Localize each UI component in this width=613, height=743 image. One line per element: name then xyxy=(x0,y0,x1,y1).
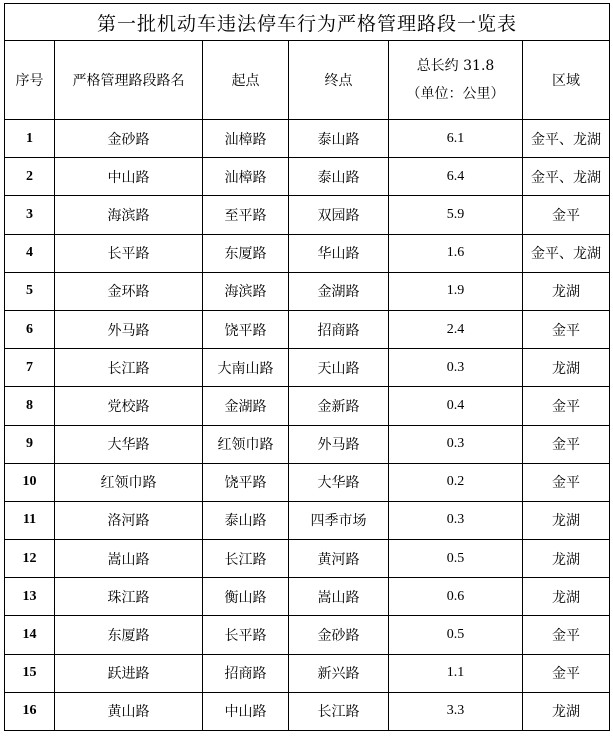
table-row xyxy=(5,272,610,310)
cell-start: 长江路 xyxy=(203,540,289,578)
cell-seq: 8 xyxy=(5,387,55,425)
cell-area: 龙湖 xyxy=(523,578,610,616)
cell-end: 金新路 xyxy=(289,387,389,425)
cell-end: 黄河路 xyxy=(289,540,389,578)
cell-end: 嵩山路 xyxy=(289,578,389,616)
table-row xyxy=(5,158,610,196)
cell-seq: 11 xyxy=(5,501,55,539)
cell-area: 金平 xyxy=(523,196,610,234)
cell-length: 1.9 xyxy=(389,272,523,310)
cell-start: 泰山路 xyxy=(203,501,289,539)
cell-road: 外马路 xyxy=(55,310,203,348)
cell-road: 洛河路 xyxy=(55,501,203,539)
cell-length: 0.6 xyxy=(389,578,523,616)
cell-start: 海滨路 xyxy=(203,272,289,310)
cell-seq: 14 xyxy=(5,616,55,654)
cell-start: 红领巾路 xyxy=(203,425,289,463)
header-area: 区域 xyxy=(523,41,610,120)
table-row xyxy=(5,310,610,348)
cell-length: 2.4 xyxy=(389,310,523,348)
header-end: 终点 xyxy=(289,41,389,120)
cell-length: 0.3 xyxy=(389,501,523,539)
cell-area: 金平 xyxy=(523,425,610,463)
header-start: 起点 xyxy=(203,41,289,120)
cell-seq: 1 xyxy=(5,120,55,158)
cell-length: 0.3 xyxy=(389,349,523,387)
cell-start: 长平路 xyxy=(203,616,289,654)
table-row xyxy=(5,578,610,616)
table-row xyxy=(5,196,610,234)
cell-end: 四季市场 xyxy=(289,501,389,539)
table-row xyxy=(5,692,610,730)
cell-area: 龙湖 xyxy=(523,692,610,730)
cell-seq: 4 xyxy=(5,234,55,272)
cell-length: 1.6 xyxy=(389,234,523,272)
table-title: 第一批机动车违法停车行为严格管理路段一览表 xyxy=(5,4,610,41)
cell-road: 海滨路 xyxy=(55,196,203,234)
cell-length: 6.1 xyxy=(389,120,523,158)
cell-length: 0.4 xyxy=(389,387,523,425)
cell-road: 金环路 xyxy=(55,272,203,310)
table-row xyxy=(5,616,610,654)
cell-area: 龙湖 xyxy=(523,272,610,310)
cell-start: 汕樟路 xyxy=(203,158,289,196)
cell-length: 5.9 xyxy=(389,196,523,234)
cell-end: 天山路 xyxy=(289,349,389,387)
cell-area: 金平 xyxy=(523,463,610,501)
cell-seq: 10 xyxy=(5,463,55,501)
table-row xyxy=(5,501,610,539)
cell-area: 金平 xyxy=(523,310,610,348)
cell-area: 龙湖 xyxy=(523,540,610,578)
cell-seq: 16 xyxy=(5,692,55,730)
header-length-unit: （单位：公里） xyxy=(406,86,505,102)
cell-length: 0.5 xyxy=(389,540,523,578)
header-row xyxy=(5,41,610,120)
table-row xyxy=(5,463,610,501)
table-body xyxy=(5,120,610,731)
cell-seq: 12 xyxy=(5,540,55,578)
cell-length: 0.2 xyxy=(389,463,523,501)
cell-road: 中山路 xyxy=(55,158,203,196)
cell-area: 龙湖 xyxy=(523,349,610,387)
cell-start: 中山路 xyxy=(203,692,289,730)
header-road: 严格管理路段路名 xyxy=(55,41,203,120)
cell-seq: 7 xyxy=(5,349,55,387)
table-row xyxy=(5,540,610,578)
cell-seq: 5 xyxy=(5,272,55,310)
cell-area: 龙湖 xyxy=(523,501,610,539)
cell-start: 大南山路 xyxy=(203,349,289,387)
cell-area: 金平、龙湖 xyxy=(523,158,610,196)
road-table xyxy=(4,3,610,731)
table-row xyxy=(5,425,610,463)
cell-start: 至平路 xyxy=(203,196,289,234)
cell-end: 新兴路 xyxy=(289,654,389,692)
cell-area: 金平 xyxy=(523,616,610,654)
cell-seq: 3 xyxy=(5,196,55,234)
cell-length: 3.3 xyxy=(389,692,523,730)
cell-seq: 13 xyxy=(5,578,55,616)
table-row xyxy=(5,349,610,387)
header-seq: 序号 xyxy=(5,41,55,120)
cell-start: 汕樟路 xyxy=(203,120,289,158)
cell-end: 金湖路 xyxy=(289,272,389,310)
cell-seq: 6 xyxy=(5,310,55,348)
cell-road: 红领巾路 xyxy=(55,463,203,501)
cell-start: 金湖路 xyxy=(203,387,289,425)
cell-start: 东厦路 xyxy=(203,234,289,272)
cell-end: 华山路 xyxy=(289,234,389,272)
cell-end: 金砂路 xyxy=(289,616,389,654)
cell-road: 嵩山路 xyxy=(55,540,203,578)
cell-road: 珠江路 xyxy=(55,578,203,616)
cell-road: 长江路 xyxy=(55,349,203,387)
cell-area: 金平 xyxy=(523,654,610,692)
cell-end: 泰山路 xyxy=(289,120,389,158)
header-length xyxy=(389,41,523,120)
cell-road: 大华路 xyxy=(55,425,203,463)
cell-end: 外马路 xyxy=(289,425,389,463)
table-row xyxy=(5,387,610,425)
cell-length: 0.5 xyxy=(389,616,523,654)
cell-end: 大华路 xyxy=(289,463,389,501)
cell-start: 衡山路 xyxy=(203,578,289,616)
cell-seq: 15 xyxy=(5,654,55,692)
cell-length: 0.3 xyxy=(389,425,523,463)
cell-road: 跃进路 xyxy=(55,654,203,692)
table-row xyxy=(5,120,610,158)
cell-end: 招商路 xyxy=(289,310,389,348)
header-length-total: 总长约 31.8 xyxy=(416,58,495,74)
cell-start: 饶平路 xyxy=(203,463,289,501)
cell-length: 6.4 xyxy=(389,158,523,196)
cell-road: 黄山路 xyxy=(55,692,203,730)
cell-area: 金平、龙湖 xyxy=(523,120,610,158)
table-row xyxy=(5,654,610,692)
cell-road: 金砂路 xyxy=(55,120,203,158)
cell-road: 东厦路 xyxy=(55,616,203,654)
cell-end: 长江路 xyxy=(289,692,389,730)
cell-seq: 9 xyxy=(5,425,55,463)
cell-road: 长平路 xyxy=(55,234,203,272)
cell-start: 饶平路 xyxy=(203,310,289,348)
cell-end: 双园路 xyxy=(289,196,389,234)
cell-seq: 2 xyxy=(5,158,55,196)
cell-area: 金平 xyxy=(523,387,610,425)
cell-area: 金平、龙湖 xyxy=(523,234,610,272)
cell-length: 1.1 xyxy=(389,654,523,692)
cell-road: 党校路 xyxy=(55,387,203,425)
cell-end: 泰山路 xyxy=(289,158,389,196)
table-row xyxy=(5,234,610,272)
cell-start: 招商路 xyxy=(203,654,289,692)
